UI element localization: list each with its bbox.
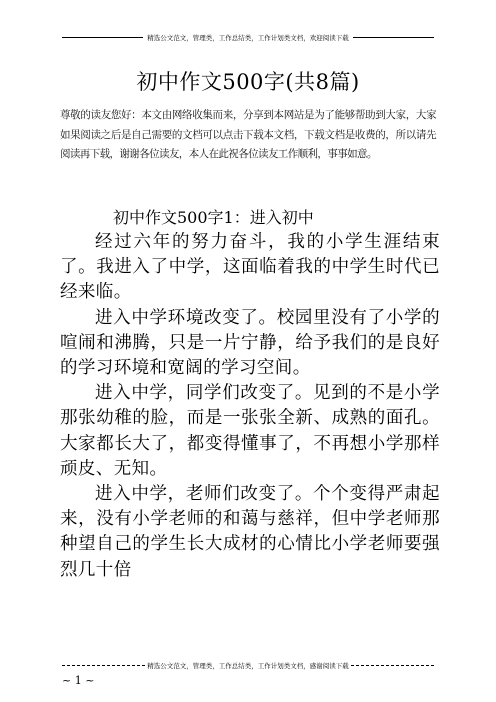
essay-body <box>60 230 440 583</box>
page-footer <box>62 661 434 670</box>
footer-rule-left <box>62 665 145 666</box>
document-title: 初中作文500字(共8篇) <box>136 70 360 94</box>
footer-text: 精选公文范文，管理类，工作总结类，工作计划类文档，感谢阅读下载 <box>147 662 349 670</box>
paragraph-2: 进入中学环境改变了。校园里没有了小学的喧闹和沸腾，只是一片宁静，给予我们的是良好的学习环境和宽阔的学习空间。 <box>60 307 440 379</box>
page-header <box>62 33 434 42</box>
paragraph-1: 经过六年的努力奋斗，我的小学生涯结束了。我进入了中学，这面临着我的中学生时代已经来临。 <box>60 232 440 303</box>
paragraph-3: 进入中学，同学们改变了。见到的不是小学那张幼稚的脸，而是一张张全新、成熟的面孔。大家都长大了，都变得懂事了，不再想小学那样顽皮、无知。 <box>60 383 440 479</box>
reader-notice: 尊敬的读友您好：本文由网络收集而来，分享到本网站是为了能够帮助到大家，大家如果阅读之后是自己需要的文档可以点击下载本文档，下载文档是收费的，所以请先阅读再下载，谢谢各位读友，本人在此祝各位读友工作顺利，事事如意。 <box>60 109 436 160</box>
paragraph-4: 进入中学，老师们改变了。个个变得严肃起来，没有小学老师的和蔼与慈祥，但中学老师那种望自己的学生长大成材的心情比小学老师要强烈几十倍 <box>60 484 440 580</box>
page-number: ~ 1 ~ <box>62 674 95 687</box>
header-text: 精选公文范文，管理类，工作总结类，工作计划类文档，欢迎阅读下载 <box>147 34 349 42</box>
footer-rule-right <box>351 665 434 666</box>
header-rule-right <box>353 37 434 38</box>
header-rule-left <box>62 37 143 38</box>
essay-subheading: 初中作文500字1：进入初中 <box>113 208 314 227</box>
